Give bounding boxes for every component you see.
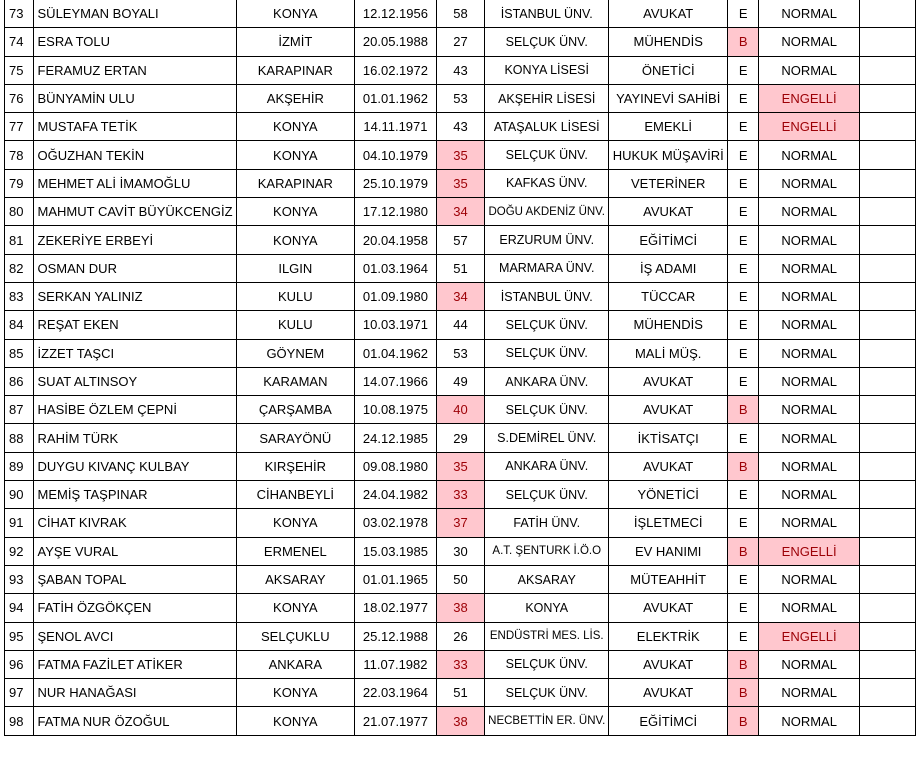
- empty-cell[interactable]: [859, 565, 915, 593]
- education-cell[interactable]: SELÇUK ÜNV.: [485, 141, 609, 169]
- name-cell[interactable]: FATMA NUR ÖZOĞUL: [33, 707, 236, 735]
- gender-cell[interactable]: E: [728, 367, 759, 395]
- name-cell[interactable]: SERKAN YALINIZ: [33, 282, 236, 310]
- gender-cell[interactable]: E: [728, 56, 759, 84]
- row-number-cell[interactable]: 85: [5, 339, 34, 367]
- city-cell[interactable]: ÇARŞAMBA: [236, 396, 355, 424]
- empty-cell[interactable]: [859, 226, 915, 254]
- row-number-cell[interactable]: 92: [5, 537, 34, 565]
- table-row: [5, 198, 916, 226]
- name-cell[interactable]: RAHİM TÜRK: [33, 424, 236, 452]
- city-cell[interactable]: KARAMAN: [236, 367, 355, 395]
- name-cell[interactable]: ŞABAN TOPAL: [33, 565, 236, 593]
- city-cell[interactable]: KARAPINAR: [236, 169, 355, 197]
- name-cell[interactable]: FERAMUZ ERTAN: [33, 56, 236, 84]
- education-cell[interactable]: MARMARA ÜNV.: [485, 254, 609, 282]
- status-cell[interactable]: NORMAL: [759, 679, 860, 707]
- age-cell[interactable]: 51: [436, 679, 484, 707]
- gender-cell[interactable]: E: [728, 565, 759, 593]
- city-cell[interactable]: SELÇUKLU: [236, 622, 355, 650]
- age-cell[interactable]: 33: [436, 650, 484, 678]
- birth-date-cell[interactable]: 03.02.1978: [355, 509, 437, 537]
- status-cell[interactable]: NORMAL: [759, 282, 860, 310]
- gender-cell[interactable]: E: [728, 594, 759, 622]
- empty-cell[interactable]: [859, 169, 915, 197]
- age-cell[interactable]: 35: [436, 141, 484, 169]
- city-cell[interactable]: CİHANBEYLİ: [236, 481, 355, 509]
- city-cell[interactable]: KIRŞEHİR: [236, 452, 355, 480]
- birth-date-cell[interactable]: 11.07.1982: [355, 650, 437, 678]
- occupation-cell[interactable]: AVUKAT: [609, 452, 728, 480]
- city-cell[interactable]: KONYA: [236, 198, 355, 226]
- birth-date-cell[interactable]: 16.02.1972: [355, 56, 437, 84]
- table-row: [5, 481, 916, 509]
- table-row: [5, 452, 916, 480]
- occupation-cell[interactable]: EMEKLİ: [609, 113, 728, 141]
- table-row: [5, 28, 916, 56]
- age-cell[interactable]: 29: [436, 424, 484, 452]
- row-number-cell[interactable]: 78: [5, 141, 34, 169]
- birth-date-cell[interactable]: 09.08.1980: [355, 452, 437, 480]
- birth-date-cell[interactable]: 04.10.1979: [355, 141, 437, 169]
- status-cell[interactable]: NORMAL: [759, 226, 860, 254]
- education-cell[interactable]: NECBETTİN ER. ÜNV.: [485, 707, 609, 735]
- city-cell[interactable]: KONYA: [236, 594, 355, 622]
- table-row: [5, 650, 916, 678]
- row-number-cell[interactable]: 86: [5, 367, 34, 395]
- row-number-cell[interactable]: 79: [5, 169, 34, 197]
- table-body: [5, 0, 916, 735]
- row-number-cell[interactable]: 95: [5, 622, 34, 650]
- occupation-cell[interactable]: MÜHENDİS: [609, 311, 728, 339]
- birth-date-cell[interactable]: 20.04.1958: [355, 226, 437, 254]
- empty-cell[interactable]: [859, 509, 915, 537]
- table-row: [5, 679, 916, 707]
- gender-cell[interactable]: E: [728, 622, 759, 650]
- row-number-cell[interactable]: 84: [5, 311, 34, 339]
- education-cell[interactable]: DOĞU AKDENİZ ÜNV.: [485, 198, 609, 226]
- birth-date-cell[interactable]: 14.07.1966: [355, 367, 437, 395]
- name-cell[interactable]: MEMİŞ TAŞPINAR: [33, 481, 236, 509]
- row-number-cell[interactable]: 82: [5, 254, 34, 282]
- birth-date-cell[interactable]: 10.08.1975: [355, 396, 437, 424]
- empty-cell[interactable]: [859, 84, 915, 112]
- name-cell[interactable]: FATİH ÖZGÖKÇEN: [33, 594, 236, 622]
- name-cell[interactable]: ZEKERİYE ERBEYİ: [33, 226, 236, 254]
- education-cell[interactable]: SELÇUK ÜNV.: [485, 311, 609, 339]
- status-cell[interactable]: NORMAL: [759, 254, 860, 282]
- age-cell[interactable]: 53: [436, 84, 484, 112]
- empty-cell[interactable]: [859, 452, 915, 480]
- row-number-cell[interactable]: 93: [5, 565, 34, 593]
- row-number-cell[interactable]: 91: [5, 509, 34, 537]
- age-cell[interactable]: 57: [436, 226, 484, 254]
- gender-cell[interactable]: E: [728, 424, 759, 452]
- city-cell[interactable]: KONYA: [236, 141, 355, 169]
- education-cell[interactable]: AKSARAY: [485, 565, 609, 593]
- occupation-cell[interactable]: VETERİNER: [609, 169, 728, 197]
- birth-date-cell[interactable]: 24.04.1982: [355, 481, 437, 509]
- name-cell[interactable]: MAHMUT CAVİT BÜYÜKCENGİZ: [33, 198, 236, 226]
- city-cell[interactable]: AKŞEHİR: [236, 84, 355, 112]
- gender-cell[interactable]: E: [728, 84, 759, 112]
- row-number-cell[interactable]: 89: [5, 452, 34, 480]
- table-row: [5, 0, 916, 28]
- status-cell[interactable]: NORMAL: [759, 452, 860, 480]
- city-cell[interactable]: KONYA: [236, 679, 355, 707]
- education-cell[interactable]: ENDÜSTRİ MES. LİS.: [485, 622, 609, 650]
- gender-cell[interactable]: E: [728, 198, 759, 226]
- gender-cell[interactable]: E: [728, 254, 759, 282]
- table-row: [5, 226, 916, 254]
- age-cell[interactable]: 35: [436, 452, 484, 480]
- status-cell[interactable]: NORMAL: [759, 339, 860, 367]
- gender-cell[interactable]: B: [728, 679, 759, 707]
- table-row: [5, 424, 916, 452]
- occupation-cell[interactable]: MÜHENDİS: [609, 28, 728, 56]
- education-cell[interactable]: SELÇUK ÜNV.: [485, 339, 609, 367]
- occupation-cell[interactable]: AVUKAT: [609, 198, 728, 226]
- table-row: [5, 396, 916, 424]
- status-cell[interactable]: NORMAL: [759, 367, 860, 395]
- education-cell[interactable]: ERZURUM ÜNV.: [485, 226, 609, 254]
- city-cell[interactable]: İZMİT: [236, 28, 355, 56]
- name-cell[interactable]: OSMAN DUR: [33, 254, 236, 282]
- table-row: [5, 622, 916, 650]
- name-cell[interactable]: HASİBE ÖZLEM ÇEPNİ: [33, 396, 236, 424]
- education-cell[interactable]: SELÇUK ÜNV.: [485, 28, 609, 56]
- status-cell[interactable]: NORMAL: [759, 424, 860, 452]
- name-cell[interactable]: CİHAT KIVRAK: [33, 509, 236, 537]
- birth-date-cell[interactable]: 01.09.1980: [355, 282, 437, 310]
- education-cell[interactable]: A.T. ŞENTURK İ.Ö.O: [485, 537, 609, 565]
- table-row: [5, 84, 916, 112]
- occupation-cell[interactable]: İŞLETMECİ: [609, 509, 728, 537]
- age-cell[interactable]: 27: [436, 28, 484, 56]
- status-cell[interactable]: NORMAL: [759, 481, 860, 509]
- name-cell[interactable]: REŞAT EKEN: [33, 311, 236, 339]
- empty-cell[interactable]: [859, 396, 915, 424]
- empty-cell[interactable]: [859, 113, 915, 141]
- city-cell[interactable]: KONYA: [236, 113, 355, 141]
- empty-cell[interactable]: [859, 424, 915, 452]
- row-number-cell[interactable]: 76: [5, 84, 34, 112]
- city-cell[interactable]: KONYA: [236, 509, 355, 537]
- empty-cell[interactable]: [859, 481, 915, 509]
- birth-date-cell[interactable]: 15.03.1985: [355, 537, 437, 565]
- row-number-cell[interactable]: 75: [5, 56, 34, 84]
- empty-cell[interactable]: [859, 594, 915, 622]
- status-cell[interactable]: ENGELLİ: [759, 622, 860, 650]
- birth-date-cell[interactable]: 14.11.1971: [355, 113, 437, 141]
- empty-cell[interactable]: [859, 650, 915, 678]
- occupation-cell[interactable]: AVUKAT: [609, 594, 728, 622]
- name-cell[interactable]: İZZET TAŞCI: [33, 339, 236, 367]
- birth-date-cell[interactable]: 20.05.1988: [355, 28, 437, 56]
- city-cell[interactable]: KARAPINAR: [236, 56, 355, 84]
- table-row: [5, 339, 916, 367]
- birth-date-cell[interactable]: 17.12.1980: [355, 198, 437, 226]
- education-cell[interactable]: ATAŞALUK LİSESİ: [485, 113, 609, 141]
- city-cell[interactable]: AKSARAY: [236, 565, 355, 593]
- birth-date-cell[interactable]: 25.10.1979: [355, 169, 437, 197]
- birth-date-cell[interactable]: 21.07.1977: [355, 707, 437, 735]
- status-cell[interactable]: NORMAL: [759, 311, 860, 339]
- occupation-cell[interactable]: İKTİSATÇI: [609, 424, 728, 452]
- age-cell[interactable]: 50: [436, 565, 484, 593]
- occupation-cell[interactable]: AVUKAT: [609, 0, 728, 28]
- occupation-cell[interactable]: AVUKAT: [609, 679, 728, 707]
- status-cell[interactable]: NORMAL: [759, 594, 860, 622]
- empty-cell[interactable]: [859, 622, 915, 650]
- status-cell[interactable]: NORMAL: [759, 0, 860, 28]
- status-cell[interactable]: ENGELLİ: [759, 537, 860, 565]
- status-cell[interactable]: NORMAL: [759, 396, 860, 424]
- gender-cell[interactable]: E: [728, 311, 759, 339]
- empty-cell[interactable]: [859, 198, 915, 226]
- age-cell[interactable]: 38: [436, 707, 484, 735]
- gender-cell[interactable]: B: [728, 537, 759, 565]
- row-number-cell[interactable]: 88: [5, 424, 34, 452]
- age-cell[interactable]: 33: [436, 481, 484, 509]
- city-cell[interactable]: KONYA: [236, 226, 355, 254]
- city-cell[interactable]: SARAYÖNÜ: [236, 424, 355, 452]
- empty-cell[interactable]: [859, 28, 915, 56]
- table-row: [5, 565, 916, 593]
- table-row: [5, 169, 916, 197]
- city-cell[interactable]: ERMENEL: [236, 537, 355, 565]
- table-row: [5, 367, 916, 395]
- name-cell[interactable]: SÜLEYMAN BOYALI: [33, 0, 236, 28]
- gender-cell[interactable]: E: [728, 113, 759, 141]
- row-number-cell[interactable]: 74: [5, 28, 34, 56]
- occupation-cell[interactable]: YAYINEVİ SAHİBİ: [609, 84, 728, 112]
- age-cell[interactable]: 35: [436, 169, 484, 197]
- birth-date-cell[interactable]: 24.12.1985: [355, 424, 437, 452]
- gender-cell[interactable]: E: [728, 141, 759, 169]
- occupation-cell[interactable]: AVUKAT: [609, 367, 728, 395]
- birth-date-cell[interactable]: 25.12.1988: [355, 622, 437, 650]
- gender-cell[interactable]: B: [728, 28, 759, 56]
- birth-date-cell[interactable]: 01.01.1962: [355, 84, 437, 112]
- education-cell[interactable]: ANKARA ÜNV.: [485, 452, 609, 480]
- city-cell[interactable]: KULU: [236, 311, 355, 339]
- member-table: [4, 0, 916, 736]
- empty-cell[interactable]: [859, 367, 915, 395]
- row-number-cell[interactable]: 80: [5, 198, 34, 226]
- empty-cell[interactable]: [859, 254, 915, 282]
- gender-cell[interactable]: B: [728, 396, 759, 424]
- education-cell[interactable]: ANKARA ÜNV.: [485, 367, 609, 395]
- table-row: [5, 141, 916, 169]
- table-row: [5, 282, 916, 310]
- occupation-cell[interactable]: ÖNETİCİ: [609, 56, 728, 84]
- gender-cell[interactable]: E: [728, 339, 759, 367]
- occupation-cell[interactable]: ELEKTRİK: [609, 622, 728, 650]
- city-cell[interactable]: GÖYNEM: [236, 339, 355, 367]
- row-number-cell[interactable]: 87: [5, 396, 34, 424]
- table-row: [5, 56, 916, 84]
- table-row: [5, 509, 916, 537]
- table-row: [5, 254, 916, 282]
- education-cell[interactable]: KONYA: [485, 594, 609, 622]
- age-cell[interactable]: 40: [436, 396, 484, 424]
- row-number-cell[interactable]: 94: [5, 594, 34, 622]
- education-cell[interactable]: SELÇUK ÜNV.: [485, 650, 609, 678]
- age-cell[interactable]: 51: [436, 254, 484, 282]
- row-number-cell[interactable]: 77: [5, 113, 34, 141]
- age-cell[interactable]: 43: [436, 113, 484, 141]
- status-cell[interactable]: NORMAL: [759, 169, 860, 197]
- education-cell[interactable]: SELÇUK ÜNV.: [485, 481, 609, 509]
- empty-cell[interactable]: [859, 282, 915, 310]
- age-cell[interactable]: 53: [436, 339, 484, 367]
- empty-cell[interactable]: [859, 141, 915, 169]
- birth-date-cell[interactable]: 12.12.1956: [355, 0, 437, 28]
- occupation-cell[interactable]: TÜCCAR: [609, 282, 728, 310]
- city-cell[interactable]: KULU: [236, 282, 355, 310]
- gender-cell[interactable]: E: [728, 282, 759, 310]
- education-cell[interactable]: KAFKAS ÜNV.: [485, 169, 609, 197]
- empty-cell[interactable]: [859, 679, 915, 707]
- gender-cell[interactable]: B: [728, 452, 759, 480]
- table-row: [5, 113, 916, 141]
- gender-cell[interactable]: E: [728, 481, 759, 509]
- status-cell[interactable]: ENGELLİ: [759, 113, 860, 141]
- occupation-cell[interactable]: MALİ MÜŞ.: [609, 339, 728, 367]
- status-cell[interactable]: ENGELLİ: [759, 84, 860, 112]
- city-cell[interactable]: KONYA: [236, 0, 355, 28]
- gender-cell[interactable]: B: [728, 650, 759, 678]
- occupation-cell[interactable]: EĞİTİMCİ: [609, 707, 728, 735]
- empty-cell[interactable]: [859, 707, 915, 735]
- birth-date-cell[interactable]: 10.03.1971: [355, 311, 437, 339]
- row-number-cell[interactable]: 96: [5, 650, 34, 678]
- education-cell[interactable]: S.DEMİREL ÜNV.: [485, 424, 609, 452]
- education-cell[interactable]: AKŞEHİR LİSESİ: [485, 84, 609, 112]
- gender-cell[interactable]: E: [728, 169, 759, 197]
- occupation-cell[interactable]: EV HANIMI: [609, 537, 728, 565]
- empty-cell[interactable]: [859, 339, 915, 367]
- age-cell[interactable]: 30: [436, 537, 484, 565]
- education-cell[interactable]: KONYA LİSESİ: [485, 56, 609, 84]
- status-cell[interactable]: NORMAL: [759, 650, 860, 678]
- name-cell[interactable]: FATMA FAZİLET ATİKER: [33, 650, 236, 678]
- empty-cell[interactable]: [859, 0, 915, 28]
- occupation-cell[interactable]: MÜTEAHHİT: [609, 565, 728, 593]
- occupation-cell[interactable]: İŞ ADAMI: [609, 254, 728, 282]
- occupation-cell[interactable]: AVUKAT: [609, 396, 728, 424]
- name-cell[interactable]: MUSTAFA TETİK: [33, 113, 236, 141]
- name-cell[interactable]: SUAT ALTINSOY: [33, 367, 236, 395]
- row-number-cell[interactable]: 97: [5, 679, 34, 707]
- birth-date-cell[interactable]: 22.03.1964: [355, 679, 437, 707]
- age-cell[interactable]: 49: [436, 367, 484, 395]
- status-cell[interactable]: NORMAL: [759, 141, 860, 169]
- occupation-cell[interactable]: AVUKAT: [609, 650, 728, 678]
- empty-cell[interactable]: [859, 56, 915, 84]
- age-cell[interactable]: 38: [436, 594, 484, 622]
- row-number-cell[interactable]: 90: [5, 481, 34, 509]
- table-row: [5, 707, 916, 735]
- name-cell[interactable]: ESRA TOLU: [33, 28, 236, 56]
- status-cell[interactable]: NORMAL: [759, 707, 860, 735]
- status-cell[interactable]: NORMAL: [759, 28, 860, 56]
- status-cell[interactable]: NORMAL: [759, 509, 860, 537]
- empty-cell[interactable]: [859, 537, 915, 565]
- name-cell[interactable]: OĞUZHAN TEKİN: [33, 141, 236, 169]
- gender-cell[interactable]: B: [728, 707, 759, 735]
- education-cell[interactable]: SELÇUK ÜNV.: [485, 396, 609, 424]
- table-row: [5, 311, 916, 339]
- education-cell[interactable]: FATİH ÜNV.: [485, 509, 609, 537]
- row-number-cell[interactable]: 81: [5, 226, 34, 254]
- empty-cell[interactable]: [859, 311, 915, 339]
- table-row: [5, 594, 916, 622]
- age-cell[interactable]: 44: [436, 311, 484, 339]
- city-cell[interactable]: KONYA: [236, 707, 355, 735]
- name-cell[interactable]: DUYGU KIVANÇ KULBAY: [33, 452, 236, 480]
- gender-cell[interactable]: E: [728, 226, 759, 254]
- table-row: [5, 537, 916, 565]
- name-cell[interactable]: MEHMET ALİ İMAMOĞLU: [33, 169, 236, 197]
- city-cell[interactable]: ILGIN: [236, 254, 355, 282]
- birth-date-cell[interactable]: 18.02.1977: [355, 594, 437, 622]
- name-cell[interactable]: NUR HANAĞASI: [33, 679, 236, 707]
- status-cell[interactable]: NORMAL: [759, 56, 860, 84]
- age-cell[interactable]: 26: [436, 622, 484, 650]
- birth-date-cell[interactable]: 01.03.1964: [355, 254, 437, 282]
- gender-cell[interactable]: E: [728, 509, 759, 537]
- age-cell[interactable]: 43: [436, 56, 484, 84]
- birth-date-cell[interactable]: 01.04.1962: [355, 339, 437, 367]
- occupation-cell[interactable]: HUKUK MÜŞAVİRİ: [609, 141, 728, 169]
- row-number-cell[interactable]: 98: [5, 707, 34, 735]
- education-cell[interactable]: İSTANBUL ÜNV.: [485, 282, 609, 310]
- row-number-cell[interactable]: 83: [5, 282, 34, 310]
- age-cell[interactable]: 34: [436, 198, 484, 226]
- name-cell[interactable]: ŞENOL AVCI: [33, 622, 236, 650]
- age-cell[interactable]: 37: [436, 509, 484, 537]
- occupation-cell[interactable]: EĞİTİMCİ: [609, 226, 728, 254]
- education-cell[interactable]: SELÇUK ÜNV.: [485, 679, 609, 707]
- education-cell[interactable]: İSTANBUL ÜNV.: [485, 0, 609, 28]
- row-number-cell[interactable]: 73: [5, 0, 34, 28]
- name-cell[interactable]: AYŞE VURAL: [33, 537, 236, 565]
- name-cell[interactable]: BÜNYAMİN ULU: [33, 84, 236, 112]
- occupation-cell[interactable]: YÖNETİCİ: [609, 481, 728, 509]
- birth-date-cell[interactable]: 01.01.1965: [355, 565, 437, 593]
- status-cell[interactable]: NORMAL: [759, 198, 860, 226]
- age-cell[interactable]: 58: [436, 0, 484, 28]
- age-cell[interactable]: 34: [436, 282, 484, 310]
- gender-cell[interactable]: E: [728, 0, 759, 28]
- status-cell[interactable]: NORMAL: [759, 565, 860, 593]
- city-cell[interactable]: ANKARA: [236, 650, 355, 678]
